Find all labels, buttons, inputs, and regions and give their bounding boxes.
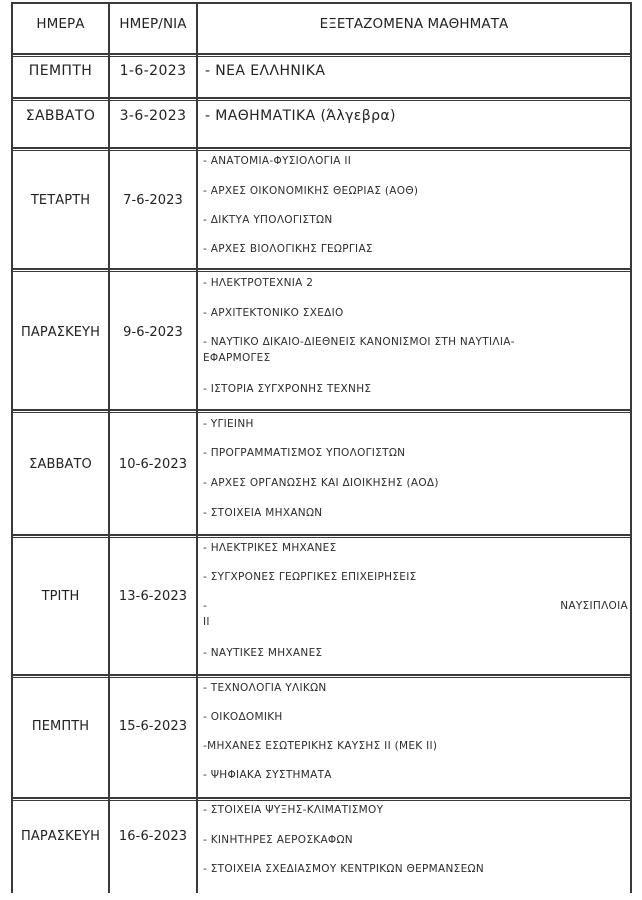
- column-header-date: ΗΜΕΡ/ΝΙΑ: [119, 16, 187, 32]
- row-separator-2: [11, 147, 632, 149]
- row-separator-5-inner: [11, 537, 632, 538]
- subject-item: - ΜΑΘΗΜΑΤΙΚΑ (Άλγεβρα): [205, 108, 396, 124]
- subject-item-continuation: ΕΦΑΡΜΟΓΕΣ: [203, 352, 271, 364]
- row-day: ΠΑΡΑΣΚΕΥΗ: [21, 325, 100, 340]
- subject-item-trailing: ΝΑΥΣΙΠΛΟΙΑ: [560, 600, 628, 612]
- subject-item: - ΤΕΧΝΟΛΟΓΙΑ ΥΛΙΚΩΝ: [203, 682, 327, 694]
- column-separator-day-date: [108, 2, 110, 893]
- table-border-left: [11, 2, 13, 893]
- row-separator-4-inner: [11, 412, 632, 413]
- subject-item: -ΜΗΧΑΝΕΣ ΕΣΩΤΕΡΙΚΗΣ ΚΑΥΣΗΣ ΙΙ (ΜΕΚ ΙΙ): [203, 740, 438, 752]
- subject-item: - ΗΛΕΚΤΡΙΚΕΣ ΜΗΧΑΝΕΣ: [203, 542, 337, 554]
- column-header-subjects: ΕΞΕΤΑΖΟΜΕΝΑ ΜΑΘΗΜΑΤΑ: [319, 16, 509, 32]
- row-separator-2-inner: [11, 150, 632, 151]
- row-day: ΠΑΡΑΣΚΕΥΗ: [21, 829, 100, 844]
- row-separator-3: [11, 268, 632, 270]
- subject-item: - ΔΙΚΤΥΑ ΥΠΟΛΟΓΙΣΤΩΝ: [203, 214, 333, 226]
- subject-item: - ΑΡΧΕΣ ΒΙΟΛΟΓΙΚΗΣ ΓΕΩΡΓΙΑΣ: [203, 243, 373, 255]
- row-day: ΠΕΜΠΤΗ: [28, 63, 93, 79]
- row-separator-7-inner: [11, 800, 632, 801]
- row-separator-5: [11, 534, 632, 536]
- row-separator-6-inner: [11, 677, 632, 678]
- subject-item: - ΨΗΦΙΑΚΑ ΣΥΣΤΗΜΑΤΑ: [203, 769, 332, 781]
- row-date: 9-6-2023: [123, 325, 183, 340]
- row-separator-4: [11, 409, 632, 411]
- row-separator-6: [11, 674, 632, 676]
- row-separator-header: [11, 53, 632, 55]
- table-border-top: [11, 2, 632, 4]
- row-separator-1-inner: [11, 100, 632, 101]
- row-date: 15-6-2023: [118, 719, 188, 734]
- subject-item-dash: -: [203, 600, 208, 612]
- row-separator-3-inner: [11, 271, 632, 272]
- row-date: 13-6-2023: [118, 589, 188, 604]
- subject-item: - ΣΤΟΙΧΕΙΑ ΣΧΕΔΙΑΣΜΟΥ ΚΕΝΤΡΙΚΩΝ ΘΕΡΜΑΝΣΕΩΝ: [203, 863, 485, 875]
- subject-item: - ΣΤΟΙΧΕΙΑ ΨΥΞΗΣ-ΚΛΙΜΑΤΙΣΜΟΥ: [203, 804, 384, 816]
- subject-item: - ΠΡΟΓΡΑΜΜΑΤΙΣΜΟΣ ΥΠΟΛΟΓΙΣΤΩΝ: [203, 447, 406, 459]
- row-day: ΠΕΜΠΤΗ: [31, 719, 90, 734]
- subject-item: - ΑΝΑΤΟΜΙΑ-ΦΥΣΙΟΛΟΓΙΑ ΙΙ: [203, 155, 352, 167]
- subject-item: - ΝΑΥΤΙΚΟ ΔΙΚΑΙΟ-ΔΙΕΘΝΕΙΣ ΚΑΝΟΝΙΣΜΟΙ ΣΤΗ ΝΑΥΤΙΛΙΑ-: [203, 336, 515, 348]
- row-date: 16-6-2023: [118, 829, 188, 844]
- cropped-row-edge: [0, 893, 642, 900]
- subject-item: - ΥΓΙΕΙΝΗ: [203, 418, 254, 430]
- subject-item: - ΗΛΕΚΤΡΟΤΕΧΝΙΑ 2: [203, 277, 314, 289]
- subject-item-continuation: ΙΙ: [203, 616, 210, 628]
- row-day: ΤΕΤΑΡΤΗ: [30, 193, 91, 208]
- column-separator-date-subjects: [196, 2, 198, 893]
- subject-item: - ΟΙΚΟΔΟΜΙΚΗ: [203, 711, 283, 723]
- subject-item: - ΑΡΧΕΣ ΟΡΓΑΝΩΣΗΣ ΚΑΙ ΔΙΟΙΚΗΣΗΣ (ΑΟΔ): [203, 477, 439, 489]
- subject-item: - ΙΣΤΟΡΙΑ ΣΥΓΧΡΟΝΗΣ ΤΕΧΝΗΣ: [203, 383, 372, 395]
- subject-item: - ΝΕΑ ΕΛΛΗΝΙΚΑ: [205, 63, 326, 79]
- table-border-right: [630, 2, 632, 893]
- row-date: 1-6-2023: [119, 63, 187, 79]
- subject-item: - ΣΤΟΙΧΕΙΑ ΜΗΧΑΝΩΝ: [203, 507, 323, 519]
- row-day: ΣΑΒΒΑΤΟ: [29, 457, 92, 472]
- row-day: ΤΡΙΤΗ: [41, 589, 80, 604]
- row-separator-7: [11, 797, 632, 799]
- row-separator-1: [11, 97, 632, 99]
- row-date: 3-6-2023: [119, 108, 187, 124]
- row-date: 10-6-2023: [118, 457, 188, 472]
- subject-item: - ΝΑΥΤΙΚΕΣ ΜΗΧΑΝΕΣ: [203, 647, 323, 659]
- row-separator-header-inner: [11, 56, 632, 57]
- subject-item: - ΑΡΧΕΣ ΟΙΚΟΝΟΜΙΚΗΣ ΘΕΩΡΙΑΣ (ΑΟΘ): [203, 185, 419, 197]
- row-day: ΣΑΒΒΑΤΟ: [25, 108, 96, 124]
- subject-item: - ΣΥΓΧΡΟΝΕΣ ΓΕΩΡΓΙΚΕΣ ΕΠΙΧΕΙΡΗΣΕΙΣ: [203, 571, 417, 583]
- row-date: 7-6-2023: [123, 193, 183, 208]
- column-header-day: ΗΜΕΡΑ: [36, 16, 85, 32]
- subject-item: - ΚΙΝΗΤΗΡΕΣ ΑΕΡΟΣΚΑΦΩΝ: [203, 834, 353, 846]
- subject-item: - ΑΡΧΙΤΕΚΤΟΝΙΚΟ ΣΧΕΔΙΟ: [203, 307, 344, 319]
